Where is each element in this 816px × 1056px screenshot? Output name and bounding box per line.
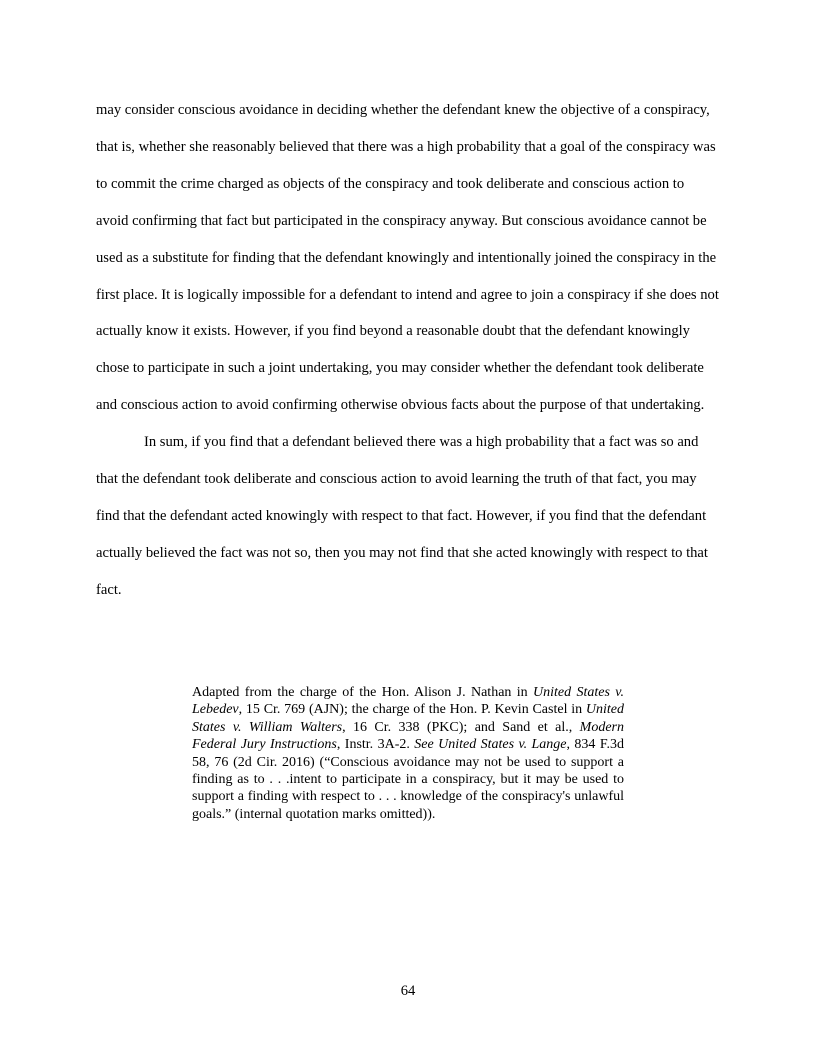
citation-text bbox=[192, 684, 624, 823]
body-text bbox=[96, 92, 720, 609]
page-number: 64 bbox=[400, 983, 416, 999]
case-name-lange: See United States v. Lange bbox=[414, 737, 567, 753]
paragraph-in-sum: In sum, if you find that a defendant believed there was a high probability that a fact was so and that the defendant took deliberate and conscious action to avoid learning the truth of that fact, you may find that the defendant acted knowingly with respect to that fact. However, if you find that the defendant actually believed the fact was not so, then you may not find that she acted knowingly with respect to that fact. bbox=[96, 434, 708, 598]
citation-text-part: , 834 F.3d 58, 76 (2d Cir. 2016) (“Conscious avoidance may not be used to support a finding as to . . .intent to participate in a conspiracy, but it may be used to support a finding with respect to . . . knowledge of the conspiracy's unlawful goals.” (internal quotation marks omitted)). bbox=[192, 737, 624, 822]
treatise-title: Modern Federal Jury Instructions bbox=[192, 719, 624, 753]
citation-text-part: Adapted from the charge of the Hon. Alison J. Nathan in bbox=[192, 685, 534, 700]
citation-text-part: , 16 Cr. 338 (PKC); and Sand et al., bbox=[342, 719, 580, 735]
citation-text-part: , Instr. 3A-2. bbox=[336, 737, 415, 753]
case-name-walters: United States v. William Walters bbox=[192, 702, 624, 735]
citation-text-part: , 15 Cr. 769 (AJN); the charge of the Hon. P. Kevin Castel in bbox=[238, 702, 586, 718]
paragraph-conscious-avoidance-conspiracy: may consider conscious avoidance in deciding whether the defendant knew the objective of a conspiracy, that is, whether she reasonably believed that there was a high probability that a goal of the conspiracy was to commit the crime charged as objects of the conspiracy and took deliberate and conscious action to avoid confirming that fact but participated in the conspiracy anyway. But conscious avoidance cannot be used as a substitute for finding that the defendant knowingly and intentionally joined the conspiracy in the first place. It is logically impossible for a defendant to intend and agree to join a conspiracy if she does not actually know it exists. However, if you find beyond a reasonable doubt that the defendant knowingly chose to participate in such a joint undertaking, you may consider whether the defendant took deliberate and conscious action to avoid confirming otherwise obvious facts about the purpose of that undertaking. bbox=[96, 102, 719, 414]
citation-block bbox=[192, 684, 624, 823]
case-name-lebedev: United States v. Lebedev bbox=[192, 685, 624, 718]
